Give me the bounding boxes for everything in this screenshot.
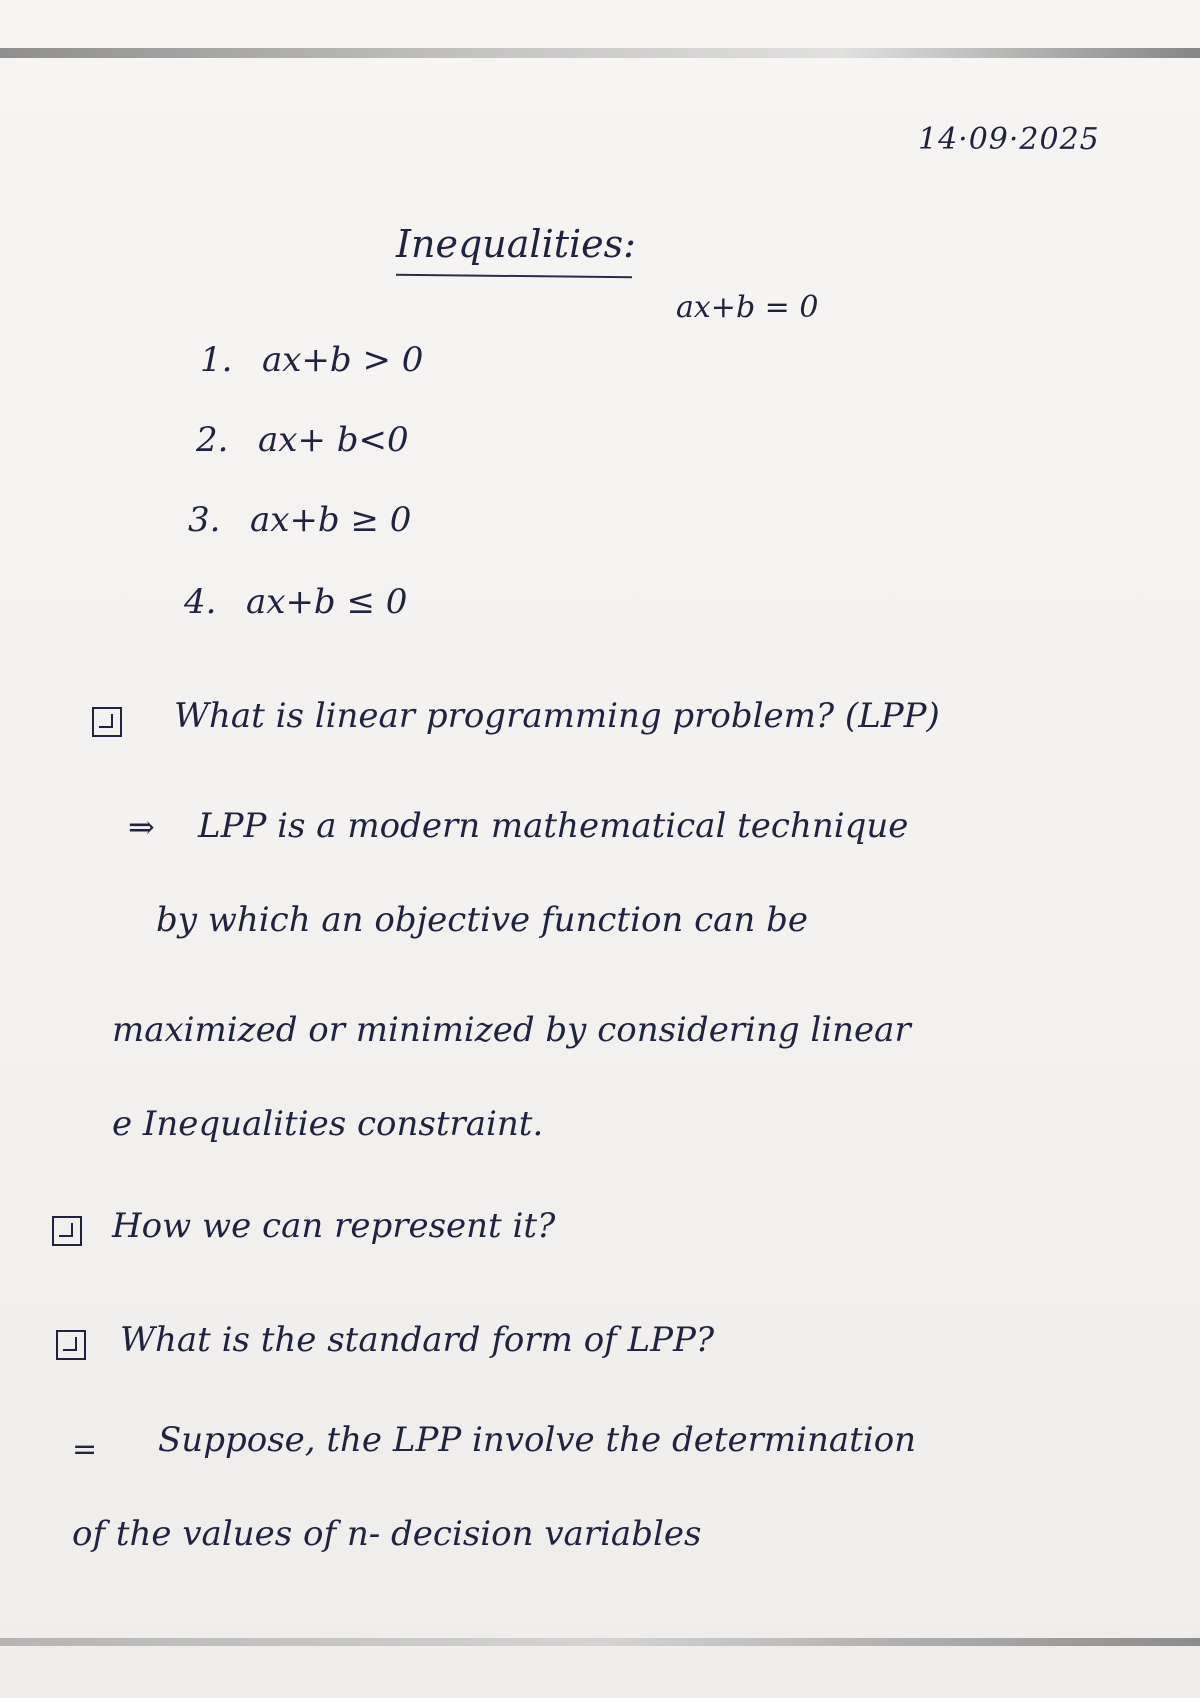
inequality-item (188, 500, 411, 540)
answer-line: of the values of n- decision variables (72, 1514, 702, 1554)
inequality-item (184, 582, 407, 622)
page-top-edge (0, 48, 1200, 58)
answer-line: maximized or minimized by considering linear (112, 1010, 911, 1050)
answer-mark: = (72, 1432, 98, 1467)
answer-line: by which an objective function can be (156, 900, 809, 940)
answer-line: e Inequalities constraint. (112, 1104, 544, 1144)
inequality-number: 4. (184, 582, 217, 622)
question-standard-form: What is the standard form of LPP? (120, 1320, 715, 1360)
title-underline (396, 274, 632, 278)
answer-line: LPP is a modern mathematical technique (198, 806, 909, 846)
inequality-expression: ax+b ≤ 0 (246, 582, 408, 622)
implies-arrow-icon: ⇒ (128, 808, 155, 846)
note-date: 14·09·2025 (918, 122, 1100, 157)
inequality-item (196, 420, 409, 460)
note-title: Inequalities: (396, 222, 636, 266)
linear-equation: ax+b = 0 (676, 290, 819, 325)
inequality-item (200, 340, 423, 380)
inequality-number: 1. (200, 340, 233, 380)
inequality-expression: ax+b ≥ 0 (250, 500, 412, 540)
checkbox-bullet-icon (52, 1216, 82, 1246)
answer-line: Suppose, the LPP involve the determination (158, 1420, 917, 1460)
inequality-number: 3. (188, 500, 221, 540)
question-represent: How we can represent it? (112, 1206, 556, 1246)
checkbox-bullet-icon (92, 707, 122, 737)
inequality-expression: ax+b > 0 (262, 340, 424, 380)
checkbox-bullet-icon (56, 1330, 86, 1360)
inequality-expression: ax+ b<0 (258, 420, 409, 460)
question-lpp: What is linear programming problem? (LPP) (174, 696, 940, 736)
inequality-number: 2. (196, 420, 229, 460)
page-bottom-edge (0, 1638, 1200, 1646)
